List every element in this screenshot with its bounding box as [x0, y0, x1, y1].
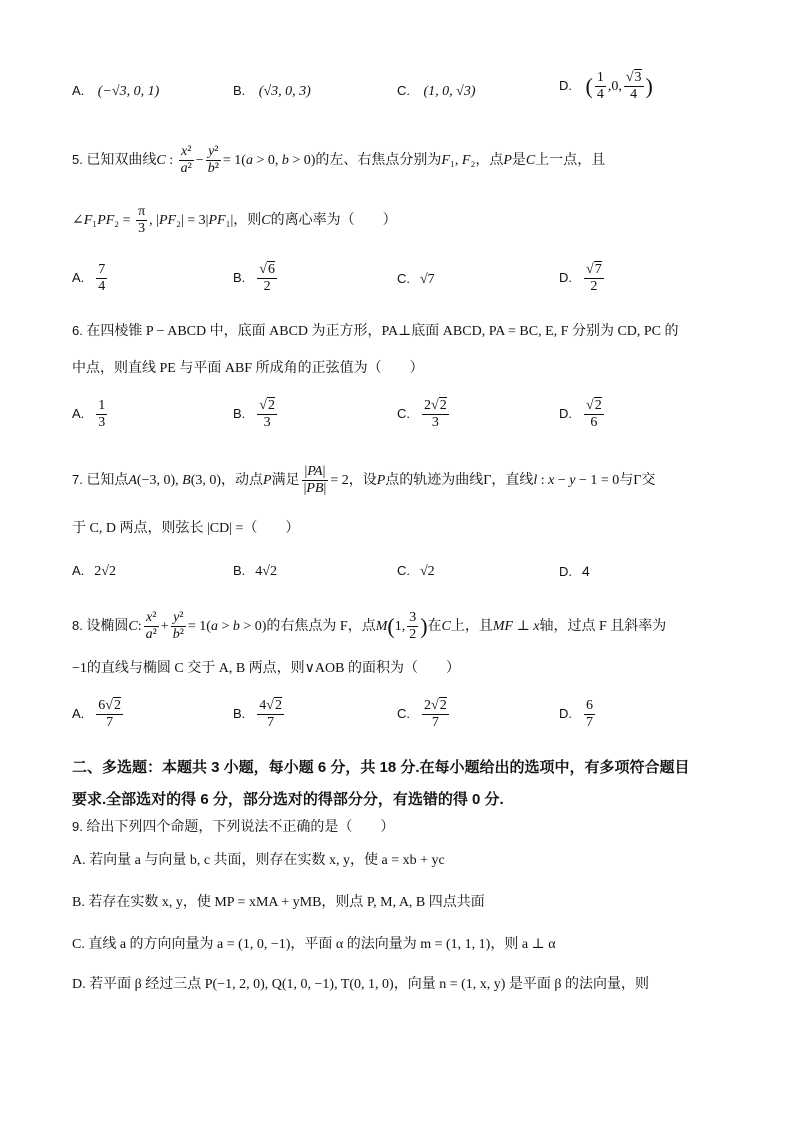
option-label: D.	[559, 705, 572, 721]
option-label: C.	[397, 271, 410, 286]
option-text: (1, 0, √3)	[423, 84, 476, 99]
option-label: D.	[559, 564, 572, 579]
q6-text: 中点，则直线 PE 与平面 ABF 所成角的正弦值为（ ）	[72, 361, 424, 376]
q8-text: 轴，过点 F 且斜率为	[539, 618, 667, 634]
q4-option-a	[72, 84, 159, 99]
option-text: (√3, 0, 3)	[258, 84, 311, 99]
q7-text: ，动点	[221, 472, 264, 488]
q8-stem-line2	[72, 662, 460, 676]
option-text: 2√2	[94, 564, 116, 579]
q7-text: 已知点	[86, 472, 129, 488]
option-text: √2	[420, 564, 435, 579]
q8-option-d: D. $\frac{6}{7}$	[559, 698, 593, 731]
option-label: A.	[72, 563, 85, 578]
q8-stem-line1: 8. 设椭圆C: $\frac{\text{x²}}{\text{a²}}$ + $\frac{\text{y²}}{\text{b²}}$ = 1(a > b > 0)的右焦点为 F，点M(1, $\frac{3}{2}$ )在C上，且MF ⊥ x轴，过点 F 且斜率为	[72, 610, 667, 643]
q6-stem-line1	[72, 324, 679, 339]
q5-text: ，则	[233, 212, 262, 228]
q7-option-c	[397, 564, 435, 579]
option-label: B.	[233, 705, 246, 721]
q6-text: 在四棱锥 P − ABCD 中，底面 ABCD 为正方形，PA⊥底面 ABCD, PA = BC, E, F 分别为 CD, PC 的	[86, 324, 679, 339]
q6-option-b: B. $\frac{√2}{3}$	[233, 398, 275, 431]
q9-option-a: A. 若向量 a 与向量 b, c 共面，则存在实数 x, y，使 a = xb + yc	[72, 853, 445, 868]
q5-text: 是	[511, 152, 526, 168]
option-text: 4√2	[255, 564, 277, 579]
option-label: D.	[559, 269, 572, 285]
q5-option-b: B. $\frac{√6}{2}$	[233, 262, 275, 295]
q6-option-d: D. $\frac{√2}{6}$	[559, 398, 602, 431]
option-label: B.	[233, 563, 246, 578]
q4-option-d: D. ( $\frac{1}{4}$ ,0, $\frac{√3}{4}$ )	[559, 70, 653, 103]
q6-stem-line2	[72, 362, 424, 376]
option-label: C.	[397, 705, 410, 721]
q5-text: 的左、右焦点分别为	[315, 152, 442, 168]
option-label: C.	[397, 405, 410, 421]
q5-text: ，点	[475, 152, 504, 168]
q5-option-c	[397, 272, 435, 287]
q5-text: 的离心率为（ ）	[270, 212, 397, 228]
q5-option-d: D. $\frac{√7}{2}$	[559, 262, 602, 295]
question-number: 5.	[72, 151, 83, 167]
option-label: A.	[72, 269, 85, 285]
q7-text: = 2，设	[330, 472, 377, 488]
q7-text: 满足	[271, 472, 300, 488]
option-text: √7	[420, 272, 435, 287]
q8-text: −1的直线与椭圆 C 交于 A, B 两点，则∨AOB 的面积为（ ）	[72, 661, 460, 676]
question-number: 8.	[72, 617, 83, 633]
q5-text: 已知双曲线	[86, 152, 157, 168]
q5-option-a: A. $\frac{7}{4}$	[72, 262, 106, 295]
option-label: C.	[397, 563, 410, 578]
option-text: (−√3, 0, 1)	[97, 84, 160, 99]
q9-stem	[72, 820, 394, 835]
q6-option-a: A. $\frac{1}{3}$	[72, 398, 106, 431]
q7-stem-line1: 7. 已知点A(−3, 0), B(3, 0)，动点P满足 $\frac{|PA|}{|PB|}$ = 2，设P点的轨迹为曲线Γ，直线l : x − y − 1 = 0与Γ交	[72, 464, 656, 497]
q9-option-d: D. 若平面 β 经过三点 P(−1, 2, 0), Q(1, 0, −1), T(0, 1, 0)，向量 n = (1, x, y) 是平面 β 的法向量，则	[72, 977, 650, 992]
option-label: A.	[72, 405, 85, 421]
section-heading-line1: 二、多选题：本题共 3 小题，每小题 6 分，共 18 分.在每小题给出的选项中，有多项符合题目	[72, 759, 690, 776]
option-label: C.	[397, 83, 410, 98]
q4-option-b	[233, 84, 311, 99]
q4-option-c	[397, 84, 476, 99]
option-label: B.	[233, 83, 246, 98]
q5-text: 上一点，且	[535, 152, 606, 168]
q8-text: 设椭圆	[86, 618, 129, 634]
q9-option-b: B. 若存在实数 x, y，使 MP = xMA + yMB，则点 P, M, A, B 四点共面	[72, 895, 485, 910]
q8-option-a: A. $\frac{6√2}{7}$	[72, 698, 121, 731]
option-label: A.	[72, 705, 85, 721]
q7-option-d	[559, 564, 590, 580]
q8-text: 上，且	[450, 618, 493, 634]
q8-text: 的右焦点为 F，点	[266, 618, 376, 634]
option-text: 4	[582, 563, 590, 579]
q7-text: 于 C, D 两点，则弦长 |CD| =（ ）	[72, 521, 300, 536]
option-label: D.	[559, 405, 572, 421]
q9-text: 给出下列四个命题，下列说法不正确的是（ ）	[86, 820, 395, 835]
option-label: D.	[559, 77, 572, 93]
question-number: 6.	[72, 323, 83, 338]
q7-stem-line2	[72, 522, 299, 536]
option-label: A.	[72, 83, 85, 98]
q6-option-c: C. $\frac{2√2}{3}$	[397, 398, 447, 431]
q9-option-c: C. 直线 a 的方向向量为 a = (1, 0, −1)，平面 α 的法向量为 m = (1, 1, 1)，则 a ⊥ α	[72, 937, 556, 952]
q8-option-b: B. $\frac{4√2}{7}$	[233, 698, 282, 731]
q7-option-b	[233, 564, 277, 579]
q8-option-c: C. $\frac{2√2}{7}$	[397, 698, 447, 731]
section-heading-line2: 要求.全部选对的得 6 分，部分选对的得部分分，有选错的得 0 分.	[72, 791, 504, 808]
q5-stem-line1: 5. 已知双曲线C : $\frac{\text{x²}}{\text{a²}}$ − $\frac{\text{y²}}{\text{b²}}$ = 1(a > 0, b > 0)的左、右焦点分别为F₁, F₂，点P是C上一点，且	[72, 144, 606, 177]
option-label: B.	[233, 405, 246, 421]
q5-stem-line2: ∠F₁PF₂ = $\frac{\pi}{3}$ , |PF₂| = 3|PF₁|，则C的离心率为（ ）	[72, 204, 397, 237]
question-number: 7.	[72, 471, 83, 487]
q7-option-a	[72, 564, 116, 579]
q7-text: 与Γ交	[619, 472, 656, 488]
q7-text: 点的轨迹为曲线Γ，直线	[385, 472, 534, 488]
question-number: 9.	[72, 819, 83, 834]
q8-text: 在	[427, 618, 442, 634]
option-label: B.	[233, 269, 246, 285]
